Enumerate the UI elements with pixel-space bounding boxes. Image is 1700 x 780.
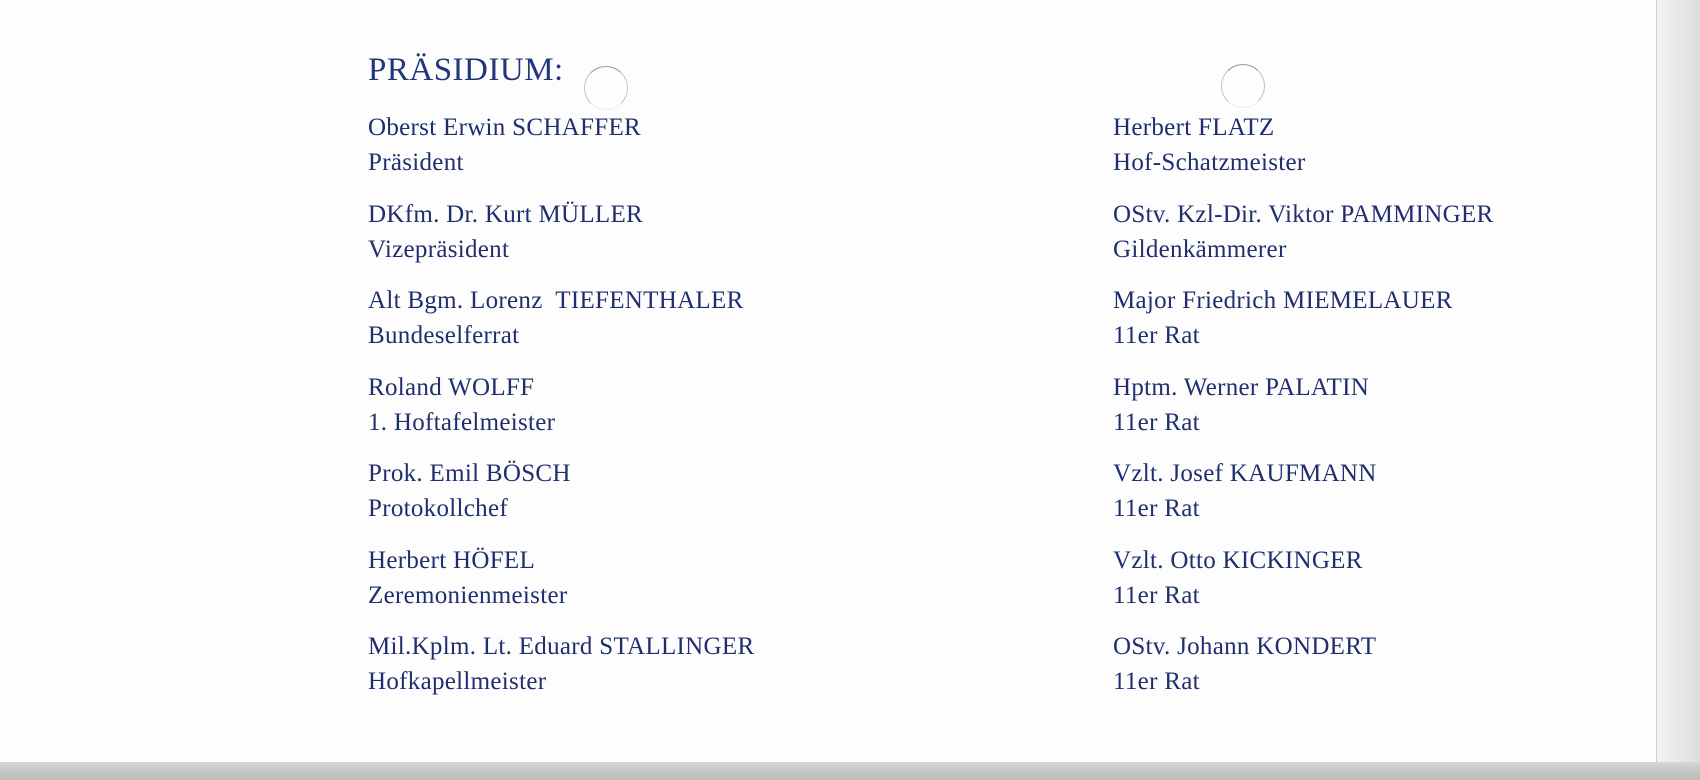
member-entry (368, 370, 754, 457)
member-name: DKfm. Dr. Kurt MÜLLER (368, 200, 644, 228)
member-role: Protokollchef (368, 495, 508, 522)
member-role: Bundeselferrat (368, 322, 520, 349)
member-name: Roland WOLFF (368, 373, 535, 401)
member-name: Herbert FLATZ (1113, 114, 1275, 141)
member-role: 11er Rat (1113, 408, 1200, 436)
scan-edge-right (1656, 0, 1700, 780)
member-entry (368, 543, 754, 630)
member-name: Herbert HÖFEL (368, 546, 536, 574)
member-role: 11er Rat (1113, 322, 1200, 349)
member-role: Gildenkämmerer (1113, 235, 1287, 263)
member-entry (1113, 197, 1494, 284)
member-name: Alt Bgm. Lorenz TIEFENTHALER (368, 287, 744, 314)
member-role: Hof-Schatzmeister (1113, 149, 1306, 176)
member-entry (1113, 456, 1494, 543)
member-name: Mil.Kplm. Lt. Eduard STALLINGER (368, 633, 755, 660)
paper-edge-line (1656, 0, 1657, 762)
member-name: OStv. Johann KONDERT (1113, 633, 1377, 660)
punch-hole-left (584, 66, 628, 110)
member-name: Vzlt. Otto KICKINGER (1113, 546, 1363, 574)
member-entry (1113, 283, 1494, 370)
member-entry (1113, 370, 1494, 457)
member-name: OStv. Kzl-Dir. Viktor PAMMINGER (1113, 200, 1494, 228)
member-role: 1. Hoftafelmeister (368, 408, 556, 436)
member-role: 11er Rat (1113, 495, 1200, 522)
member-entry (368, 283, 754, 370)
member-role: Zeremonienmeister (368, 581, 568, 609)
right-member-list (1113, 110, 1494, 716)
scan-edge-bottom (0, 762, 1700, 780)
member-role: Präsident (368, 149, 464, 176)
member-entry (368, 456, 754, 543)
member-entry (1113, 110, 1494, 197)
member-role: 11er Rat (1113, 581, 1200, 609)
member-role: Vizepräsident (368, 235, 510, 263)
member-name: Hptm. Werner PALATIN (1113, 373, 1370, 401)
left-member-list (368, 110, 754, 716)
document-title: PRÄSIDIUM: (368, 52, 564, 88)
member-role: 11er Rat (1113, 668, 1200, 695)
member-entry (368, 110, 754, 197)
member-name: Oberst Erwin SCHAFFER (368, 114, 641, 141)
member-name: Vzlt. Josef KAUFMANN (1113, 460, 1377, 487)
member-name: Major Friedrich MIEMELAUER (1113, 287, 1453, 314)
member-entry (1113, 543, 1494, 630)
member-name: Prok. Emil BÖSCH (368, 460, 571, 487)
member-entry (1113, 629, 1494, 716)
member-entry (368, 629, 754, 716)
punch-hole-right (1221, 64, 1265, 108)
member-role: Hofkapellmeister (368, 668, 547, 695)
member-entry (368, 197, 754, 284)
